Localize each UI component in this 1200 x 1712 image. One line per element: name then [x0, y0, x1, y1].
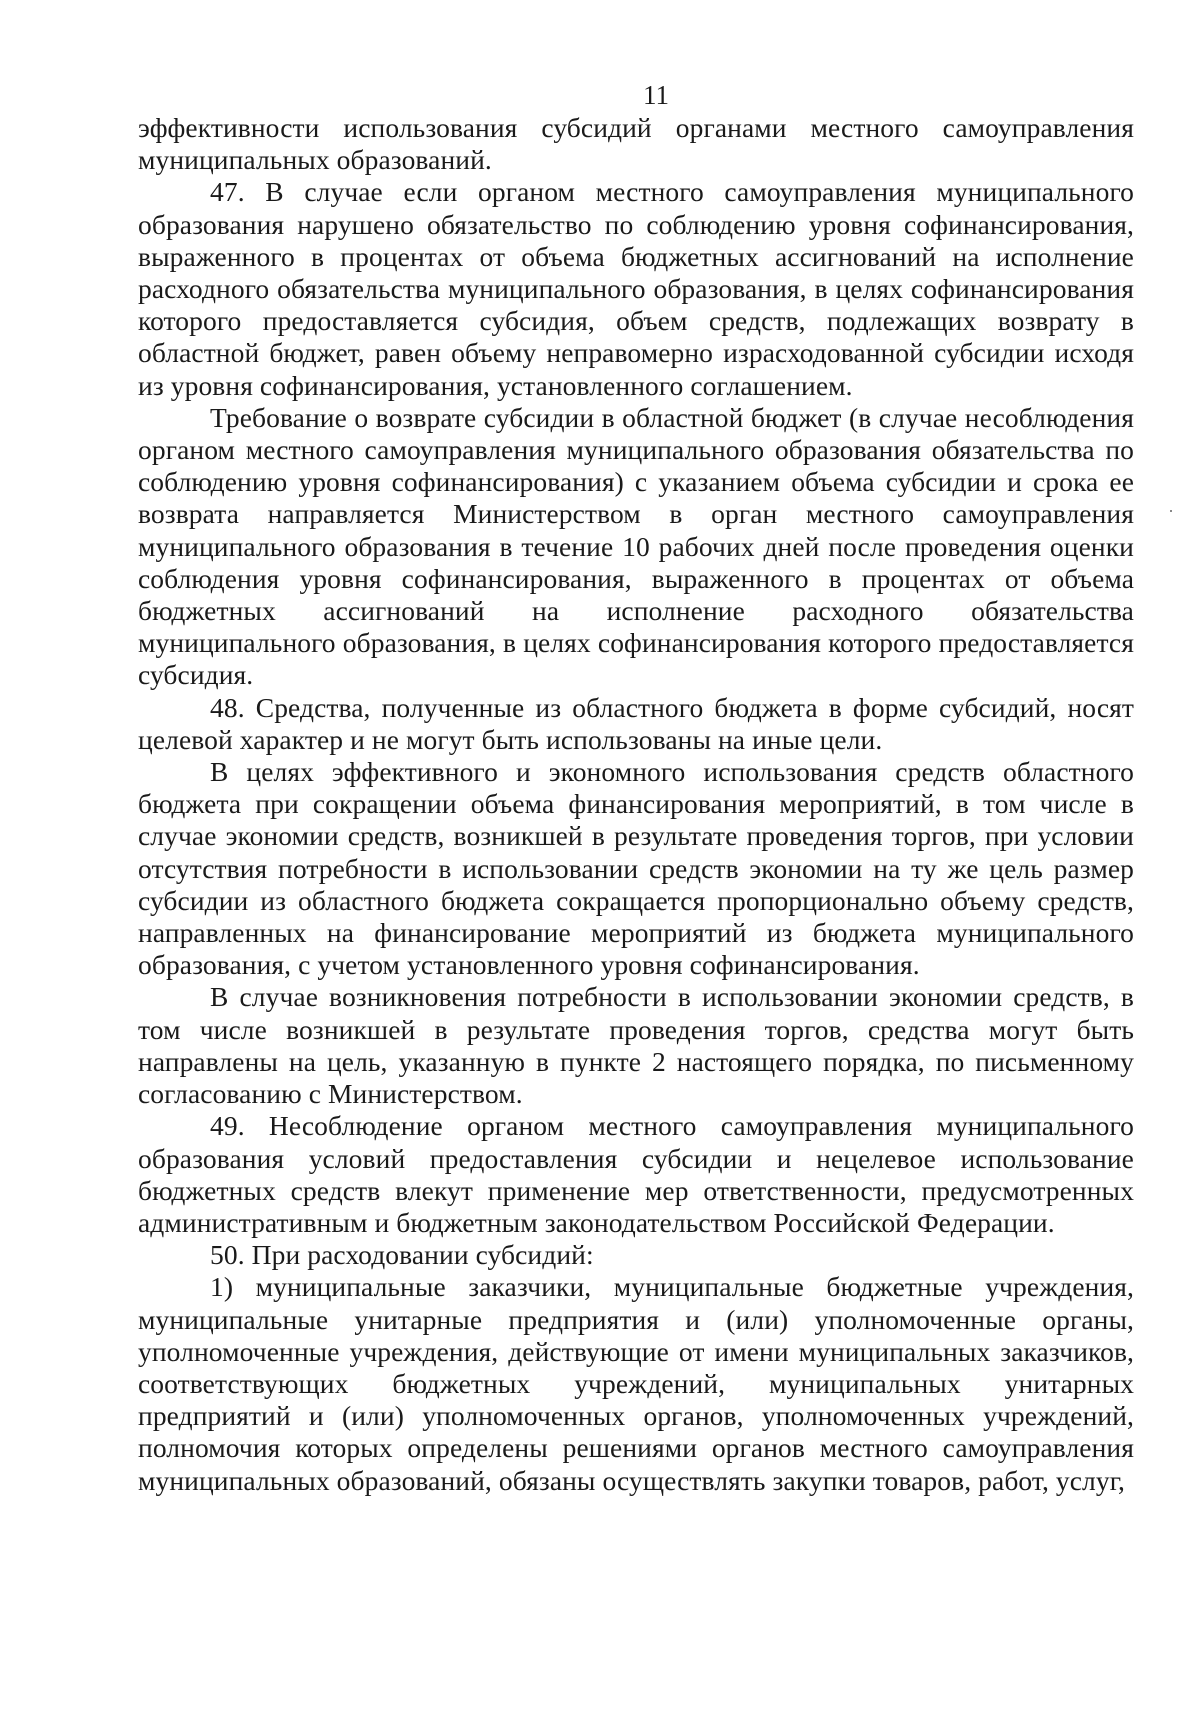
paragraph-savings-reduction: В целях эффективного и экономного использования средств областного бюджета при сокращении объема финансирования мероприятий, в том числе в случае экономии средств, возникшей в результате проведения торгов, при условии отсутствия потребности в использовании средств экономии на ту же цель размер субсидии из областного бюджета сокращается пропорционально объему средств, направленных на финансирование мероприятий из бюджета муниципального образования, с учетом установленного уровня софинансирования.	[138, 756, 1134, 981]
paragraph-item-48: 48. Средства, полученные из областного бюджета в форме субсидий, носят целевой характер и не могут быть использованы на иные цели.	[138, 691, 1134, 755]
paragraph-item-50: 50. При расходовании субсидий:	[210, 1239, 594, 1271]
paragraph-savings-usage: В случае возникновения потребности в использовании экономии средств, в том числе возникшей в результате проведения торгов, средства могут быть направлены на цель, указанную в пункте 2 настоящего порядка, по письменному согласованию с Министерством.	[138, 981, 1134, 1110]
paragraph-item-50-sub-1: 1) муниципальные заказчики, муниципальные бюджетные учреждения, муниципальные унитарные предприятия и (или) уполномоченные органы, уполномоченные учреждения, действующие от имени муниципальных заказчиков, соответствующих бюджетных учреждений, муниципальных унитарных предприятий и (или) уполномоченных органов, уполномоченных учреждений, полномочия которых определены решениями органов местного самоуправления муниципальных образований, обязаны осуществлять закупки товаров, работ, услуг,	[138, 1271, 1134, 1496]
page-number: 11	[643, 80, 669, 110]
paragraph-refund-requirement: Требование о возврате субсидии в областной бюджет (в случае несоблюдения органом местного самоуправления муниципального образования обязательства по соблюдению уровня софинансирования) с указанием объема субсидии и срока ее возврата направляется Министерством в орган местного самоуправления муниципального образования в течение 10 рабочих дней после проведения оценки соблюдения уровня софинансирования, выраженного в процентах от объема бюджетных ассигнований на исполнение расходного обязательства муниципального образования, в целях софинансирования которого предоставляется субсидия.	[138, 401, 1134, 691]
paragraph-continuation: эффективности использования субсидий органами местного самоуправления муниципальных образований.	[138, 112, 1134, 176]
scan-speck	[1170, 510, 1172, 512]
document-page	[138, 80, 1134, 1497]
paragraph-item-47: 47. В случае если органом местного самоуправления муниципального образования нарушено обязательство по соблюдению уровня софинансирования, выраженного в процентах от объема бюджетных ассигнований на исполнение расходного обязательства муниципального образования, в целях софинансирования которого предоставляется субсидия, объем средств, подлежащих возврату в областной бюджет, равен объему неправомерно израсходованной субсидии исходя из уровня софинансирования, установленного соглашением.	[138, 176, 1134, 401]
paragraph-item-49: 49. Несоблюдение органом местного самоуправления муниципального образования условий предоставления субсидии и нецелевое использование бюджетных средств влекут применение мер ответственности, предусмотренных административным и бюджетным законодательством Российской Федерации.	[138, 1110, 1134, 1238]
